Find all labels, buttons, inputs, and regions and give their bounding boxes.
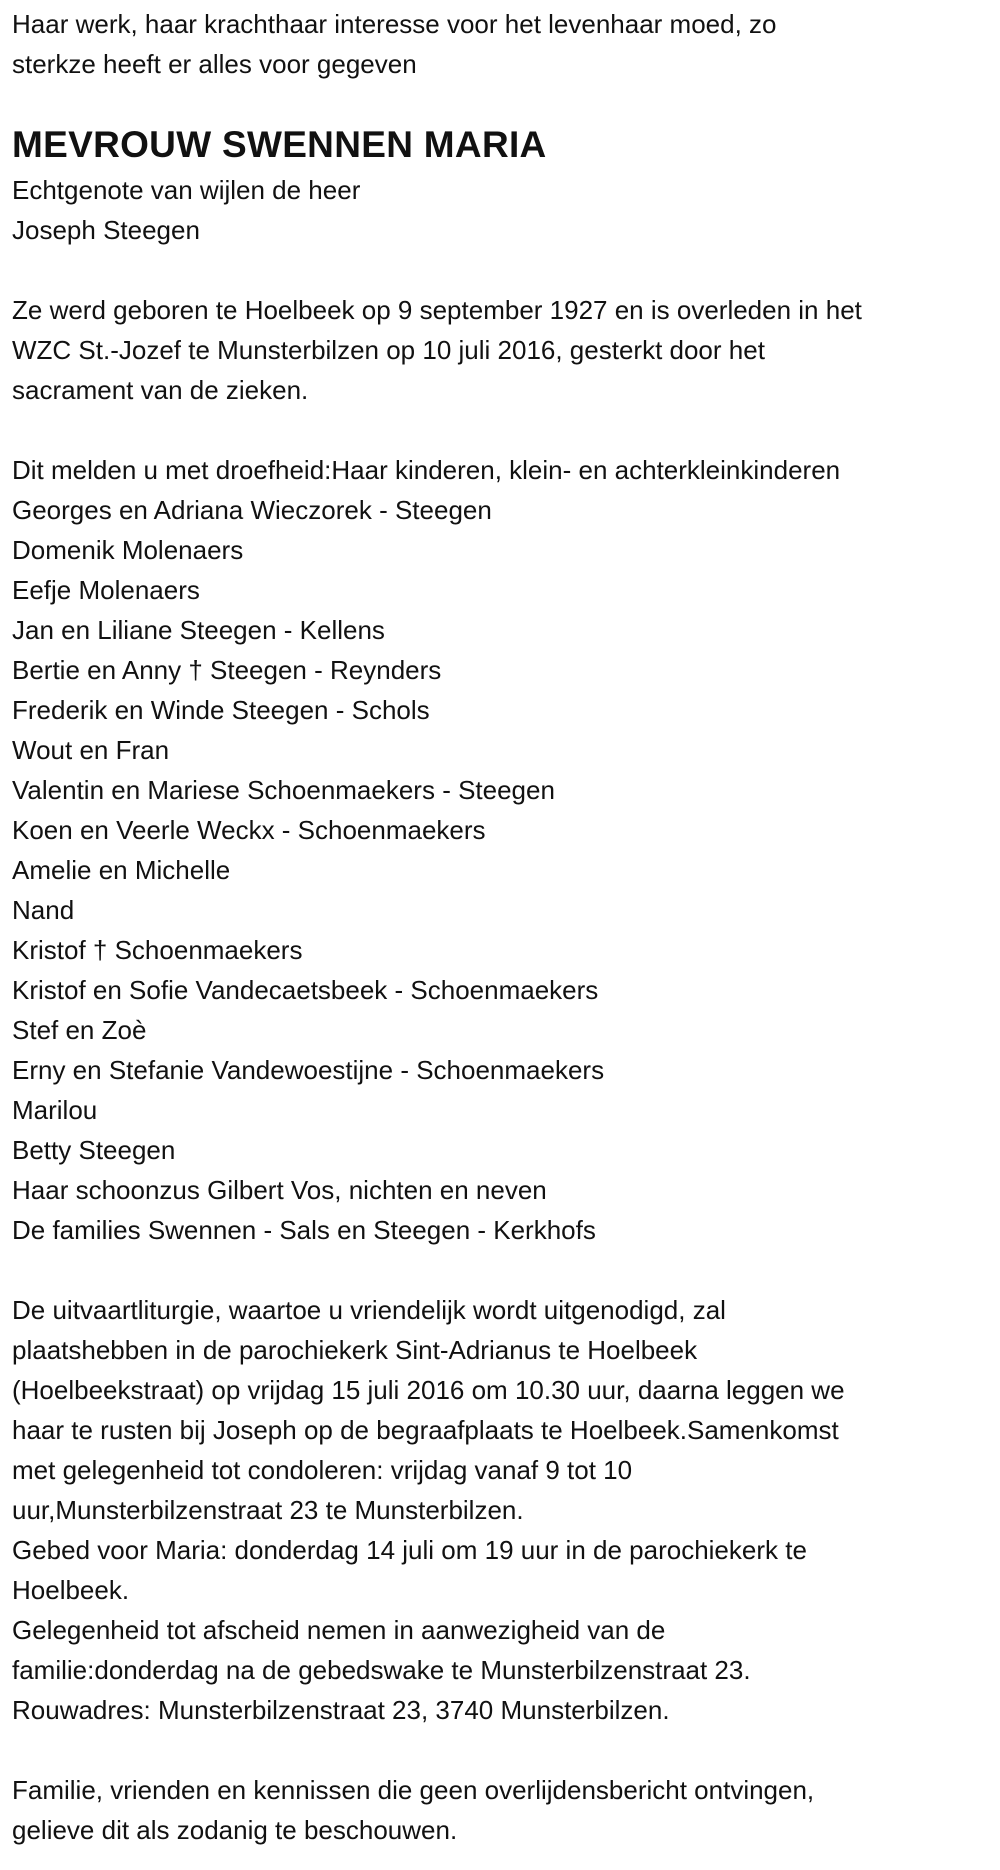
family-member-line: Kristof en Sofie Vandecaetsbeek - Schoenmaekers (12, 975, 599, 1005)
text-line: (Hoelbeekstraat) op vrijdag 15 juli 2016 om 10.30 uur, daarna leggen we (12, 1375, 845, 1405)
text-line: Gelegenheid tot afscheid nemen in aanwezigheid van de (12, 1615, 666, 1645)
family-member-line: De families Swennen - Sals en Steegen - Kerkhofs (12, 1215, 596, 1245)
text-line: Familie, vrienden en kennissen die geen overlijdensbericht ontvingen, (12, 1775, 815, 1805)
spouse-info (12, 170, 988, 250)
spouse-line: Joseph Steegen (12, 215, 200, 245)
text-line: plaatshebben in de parochiekerk Sint-Adrianus te Hoelbeek (12, 1335, 698, 1365)
text-line: Hoelbeek. (12, 1575, 130, 1605)
text-line: De uitvaartliturgie, waartoe u vriendelijk wordt uitgenodigd, zal (12, 1295, 726, 1325)
motto-line: Haar werk, haar krachthaar interesse voor het levenhaar moed, zo (12, 9, 777, 39)
text-line: sacrament van de zieken. (12, 375, 309, 405)
text-line: uur,Munsterbilzenstraat 23 te Munsterbilzen. (12, 1495, 524, 1525)
text-line: Gebed voor Maria: donderdag 14 juli om 19 uur in de parochiekerk te (12, 1535, 807, 1565)
family-member-line: Nand (12, 895, 75, 925)
family-member-line: Georges en Adriana Wieczorek - Steegen (12, 495, 492, 525)
text-line: WZC St.-Jozef te Munsterbilzen op 10 juli 2016, gesterkt door het (12, 335, 765, 365)
text-line: familie:donderdag na de gebedswake te Munsterbilzenstraat 23. (12, 1655, 751, 1685)
text-line: Ze werd geboren te Hoelbeek op 9 september 1927 en is overleden in het (12, 295, 862, 325)
family-member-line: Amelie en Michelle (12, 855, 231, 885)
birth-death-paragraph (12, 290, 988, 410)
family-member-line: Frederik en Winde Steegen - Schols (12, 695, 430, 725)
family-member-line: Dit melden u met droefheid:Haar kinderen, klein- en achterkleinkinderen (12, 455, 841, 485)
text-line: gelieve dit als zodanig te beschouwen. (12, 1815, 458, 1845)
funeral-paragraph (12, 1290, 988, 1730)
family-member-line: Jan en Liliane Steegen - Kellens (12, 615, 385, 645)
family-member-line: Erny en Stefanie Vandewoestijne - Schoenmaekers (12, 1055, 605, 1085)
family-member-line: Betty Steegen (12, 1135, 176, 1165)
motto-line: sterkze heeft er alles voor gegeven (12, 49, 417, 79)
family-list (12, 450, 988, 1250)
family-member-line: Koen en Veerle Weckx - Schoenmaekers (12, 815, 486, 845)
family-member-line: Valentin en Mariese Schoenmaekers - Steegen (12, 775, 555, 805)
deceased-name-heading: MEVROUW SWENNEN MARIA (12, 124, 547, 165)
family-member-line: Stef en Zoè (12, 1015, 147, 1045)
text-line: met gelegenheid tot condoleren: vrijdag vanaf 9 tot 10 (12, 1455, 633, 1485)
family-member-line: Haar schoonzus Gilbert Vos, nichten en neven (12, 1175, 547, 1205)
family-member-line: Wout en Fran (12, 735, 170, 765)
text-line: haar te rusten bij Joseph op de begraafplaats te Hoelbeek.Samenkomst (12, 1415, 839, 1445)
family-member-line: Marilou (12, 1095, 98, 1125)
closing-paragraph (12, 1770, 988, 1850)
motto (12, 4, 988, 84)
family-member-line: Bertie en Anny † Steegen - Reynders (12, 655, 442, 685)
family-member-line: Domenik Molenaers (12, 535, 244, 565)
family-member-line: Kristof † Schoenmaekers (12, 935, 303, 965)
text-line: Rouwadres: Munsterbilzenstraat 23, 3740 Munsterbilzen. (12, 1695, 670, 1725)
spouse-line: Echtgenote van wijlen de heer (12, 175, 361, 205)
family-member-line: Eefje Molenaers (12, 575, 200, 605)
